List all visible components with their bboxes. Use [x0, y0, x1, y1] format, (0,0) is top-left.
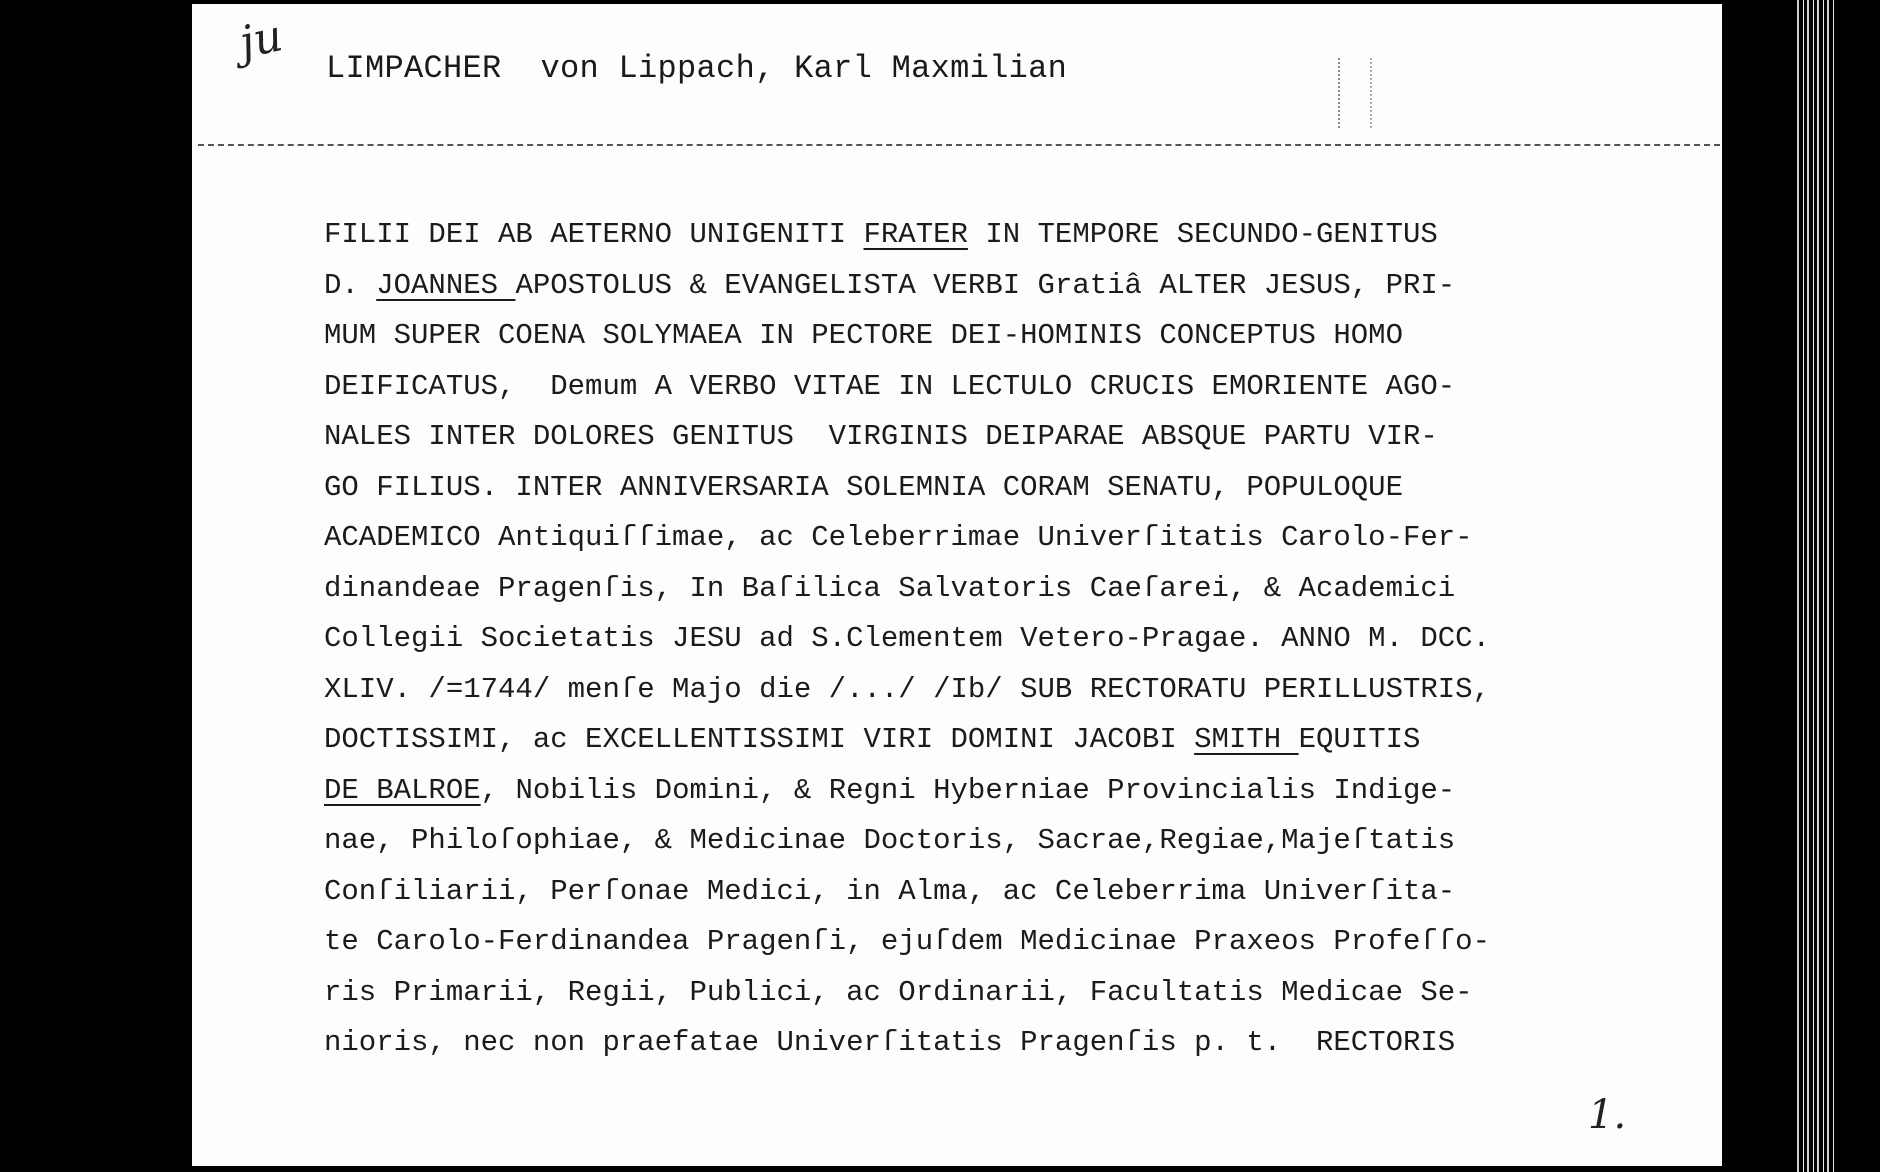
underlined-word: JOANNES: [376, 268, 516, 302]
handwritten-mark: ju: [235, 10, 287, 69]
text-line: dinandeae Pragenſis, In Baſilica Salvatoris Caeſarei, & Academici: [324, 571, 1456, 605]
page-number-mark: 1.: [1588, 1092, 1627, 1138]
text-line: nae, Philoſophiae, & Medicinae Doctoris, Sacrae,Regiae,Majeſtatis: [324, 824, 1456, 857]
text-line: Conſiliarii, Perſonae Medici, in Alma, ac Celeberrima Univerſita-: [324, 874, 1456, 908]
scan-specks: [1338, 58, 1372, 128]
document-title: LIMPACHER von Lippach, Karl Maxmilian: [326, 50, 1068, 87]
text-line: te Carolo-Ferdinandea Pragenſi, ejuſdem Medicinae Praxeos Profeſſo-: [324, 925, 1490, 958]
text-line: XLIV. /=1744/ menſe Majo die /.../ /Ib/ SUB RECTORATU PERILLUSTRIS,: [324, 672, 1490, 706]
underlined-word: SMITH: [1194, 723, 1299, 756]
header-divider: [198, 144, 1720, 146]
text-line: ris Primarii, Regii, Publici, ac Ordinarii, Facultatis Medicae Se-: [324, 975, 1473, 1009]
text-line: NALES INTER DOLORES GENITUS VIRGINIS DEIPARAE ABSQUE PARTU VIR-: [324, 420, 1438, 453]
underlined-word: DE BALROE: [324, 773, 481, 807]
text-line: MUM SUPER COENA SOLYMAEA IN PECTORE DEI-HOMINIS CONCEPTUS HOMO: [324, 319, 1403, 352]
document-body: [324, 210, 1704, 1069]
text-line: nioris, nec non praefatae Univerſitatis Pragenſis p. t. RECTORIS: [324, 1026, 1456, 1059]
text-line: ACADEMICO Antiquiſſimae, ac Celeberrimae Univerſitatis Carolo-Fer-: [324, 521, 1473, 554]
text-line: DEIFICATUS, Demum A VERBO VITAE IN LECTULO CRUCIS EMORIENTE AGO-: [324, 369, 1456, 403]
text-line: D. JOANNES APOSTOLUS & EVANGELISTA VERBI Gratiâ ALTER JESUS, PRI-: [324, 268, 1456, 302]
text-line: DE BALROE, Nobilis Domini, & Regni Hyberniae Provincialis Indige-: [324, 773, 1456, 807]
text-line: DOCTISSIMI, ac EXCELLENTISSIMI VIRI DOMINI JACOBI SMITH EQUITIS: [324, 723, 1421, 756]
text-line: FILII DEI AB AETERNO UNIGENITI FRATER IN TEMPORE SECUNDO-GENITUS: [324, 218, 1438, 251]
text-line: GO FILIUS. INTER ANNIVERSARIA SOLEMNIA CORAM SENATU, POPULOQUE: [324, 470, 1403, 504]
underlined-word: FRATER: [863, 218, 968, 251]
scan-edge-border: [1794, 0, 1834, 1172]
text-line: Collegii Societatis JESU ad S.Clementem Vetero-Pragae. ANNO M. DCC.: [324, 622, 1490, 655]
